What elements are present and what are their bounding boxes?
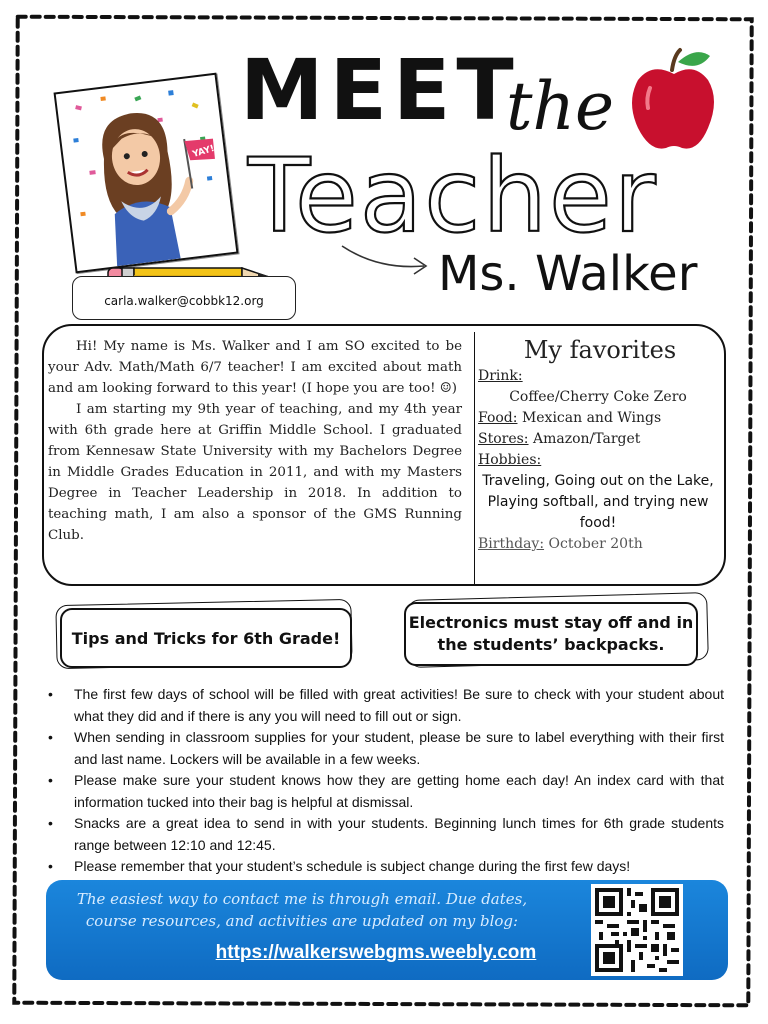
- favorite-food-row: [478, 408, 718, 429]
- tips-list: [48, 684, 724, 878]
- drink-label: Drink:: [478, 368, 523, 384]
- list-item: • Snacks are a great idea to send in with your students. Beginning lunch times for 6th grade students range between 12:10 and 12:45.: [48, 813, 724, 856]
- avatar-sign-text: YAY!: [191, 143, 216, 160]
- tips-callout-text: Tips and Tricks for 6th Grade!: [71, 628, 341, 648]
- favorite-stores: Amazon/Target: [532, 431, 641, 447]
- title-the: the: [506, 68, 615, 145]
- intro-paragraph-2: I am starting my 9th year of teaching, and my 4th year with 6th grade here at Griffin Middle School. I graduated from Kennesaw State University with my Bachelors Degree in Middle Grades Education in 2011, and with my Masters Degree in Teacher Leadership in 2018. In addition to teaching math, I am also a sponsor of the GMS Running Club.: [48, 402, 462, 543]
- favorite-birthday-row: [478, 534, 718, 555]
- list-item: • The first few days of school will be filled with great activities! Be sure to check with your student about what they did and if there is any you will need to fill out or sign.: [48, 684, 724, 727]
- favorite-drink-row: [478, 366, 718, 387]
- tips-callout: [60, 608, 352, 668]
- list-item: • Please remember that your student’s schedule is subject change during the first few days!: [48, 856, 724, 878]
- list-item: • Please make sure your student knows how they are getting home each day! An index card with that information tucked into their bag is helpful at dismissal.: [48, 770, 724, 813]
- stores-label: Stores:: [478, 431, 529, 447]
- qr-code-icon[interactable]: [591, 884, 683, 976]
- favorites-title: My favorites: [523, 336, 677, 364]
- intro-divider: [474, 332, 475, 584]
- apple-icon: [628, 44, 720, 156]
- title-teacher: Teacher: [248, 137, 658, 256]
- favorite-stores-row: [478, 429, 718, 450]
- contact-text: The easiest way to contact me is through email. Due dates, course resources, and activities are updated on my blog:: [76, 890, 528, 930]
- electronics-callout: [404, 602, 698, 666]
- title-meet: MEET: [240, 41, 520, 139]
- intro-paragraph-1: Hi! My name is Ms. Walker and I am SO excited to be your Adv. Math/Math 6/7 teacher! I am excited about math and am looking forward to this year! (I hope you are too! ☺): [48, 339, 462, 396]
- favorite-food: Mexican and Wings: [521, 410, 662, 426]
- favorites-panel: [478, 334, 718, 555]
- food-label: Food:: [478, 410, 518, 426]
- list-item: • When sending in classroom supplies for your student, please be sure to label everything with their first and last name. Lockers will be available in a few weeks.: [48, 727, 724, 770]
- teacher-email[interactable]: carla.walker@cobbk12.org: [104, 294, 264, 308]
- birthday-label: Birthday:: [478, 536, 545, 552]
- electronics-callout-text: Electronics must stay off and in the students’ backpacks.: [408, 613, 694, 654]
- favorite-hobbies: Traveling, Going out on the Lake, Playing softball, and trying new food!: [482, 473, 714, 531]
- intro-text: [48, 336, 462, 546]
- favorite-drink: Coffee/Cherry Coke Zero: [509, 389, 687, 405]
- teacher-avatar: [54, 73, 239, 274]
- favorite-hobbies-row: [478, 450, 718, 471]
- hobbies-label: Hobbies:: [478, 452, 542, 468]
- teacher-name: Ms. Walker: [438, 246, 698, 302]
- blog-link[interactable]: https://walkerswebgms.weebly.com: [215, 942, 537, 963]
- curved-arrow-icon: [338, 240, 434, 280]
- birthday-value: October 20th: [548, 536, 643, 552]
- email-box: [72, 276, 296, 320]
